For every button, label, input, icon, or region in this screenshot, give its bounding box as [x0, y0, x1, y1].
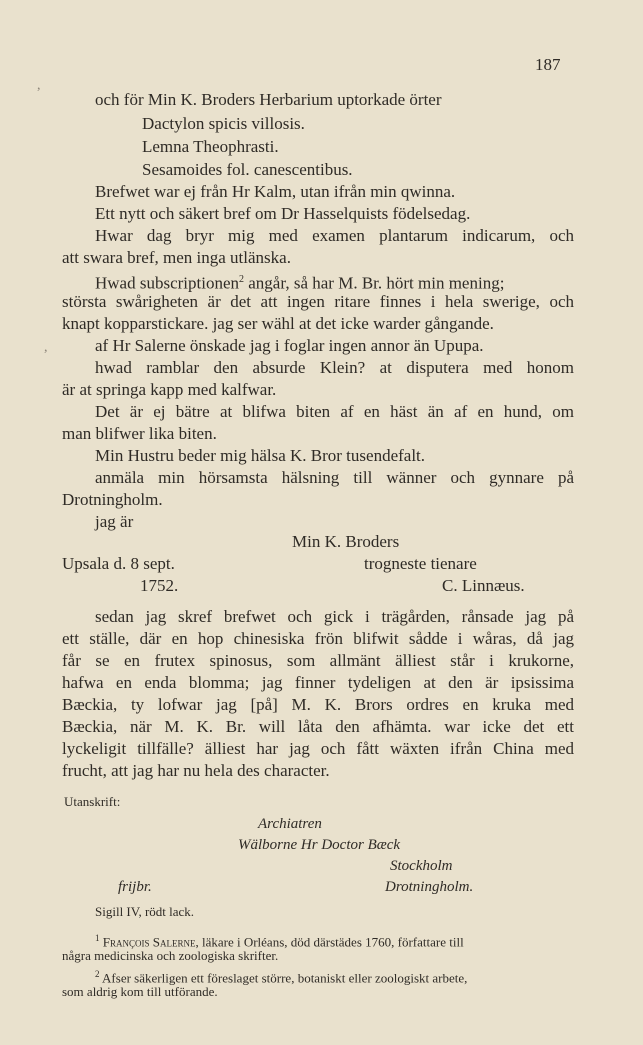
postscript-line: sedan jag skref brefwet och gick i trägården, rånsade jag på	[95, 607, 574, 626]
margin-mark: ,	[37, 78, 41, 93]
address-line: Drotningholm.	[385, 879, 474, 895]
postscript-line: får se en frutex spinosus, som allmänt älliest står i krukorne,	[62, 651, 574, 670]
body-line: Drotningholm.	[62, 490, 163, 509]
body-line: hwad ramblar den absurde Klein? at disputera med honom	[95, 358, 574, 377]
footnote-ref: 2	[239, 274, 245, 285]
body-line: Min Hustru beder mig hälsa K. Bror tusendefalt.	[95, 446, 426, 465]
body-line: man blifwer lika biten.	[62, 424, 217, 443]
body-line: anmäla min hörsamsta hälsning till wänner och gynnare på	[95, 468, 574, 487]
body-line-part: Hwad subscriptionen	[95, 273, 240, 293]
body-line: Ett nytt och säkert bref om Dr Hasselquists födelsedag.	[95, 204, 471, 223]
postscript-line: Bæckia, när M. K. Br. will låta den afhämta. war icke det ett	[62, 717, 574, 736]
body-line: Sesamoides fol. canescentibus.	[142, 160, 353, 179]
closing-servant: trogneste tienare	[364, 554, 477, 573]
footnote-text: läkare i Orléans, död därstädes 1760, författare till	[201, 934, 464, 950]
footnote-text: Afser säkerligen ett föreslaget större, botaniskt eller zoologiskt arbete,	[102, 970, 468, 986]
body-line	[95, 270, 574, 294]
body-line-part: angår, så har M. Br. hört min mening;	[248, 273, 505, 293]
address-label: Utanskrift:	[64, 794, 121, 809]
footnote-marker: 2	[95, 969, 100, 979]
body-line: Brefwet war ej från Hr Kalm, utan ifrån min qwinna.	[95, 182, 456, 201]
body-line: Det är ej bätre at blifwa biten af en häst än af en hund, om	[95, 402, 574, 421]
postscript-line: Bæckia, ty lofwar jag [på] M. K. Brors ordres en kruka med	[62, 695, 574, 714]
closing-jag-ar: jag är	[95, 512, 134, 531]
closing-salutation: Min K. Broders	[292, 532, 400, 551]
footnote-name: François Salerne,	[102, 934, 199, 950]
body-line: Hwar dag bryr mig med examen plantarum indicarum, och	[95, 226, 574, 245]
closing-signature: C. Linnæus.	[442, 576, 525, 595]
address-line: Stockholm	[390, 858, 453, 874]
body-line: att swara bref, men inga utlänska.	[62, 248, 291, 267]
body-line: af Hr Salerne önskade jag i foglar ingen annor än Upupa.	[95, 336, 484, 355]
closing-place-date: Upsala d. 8 sept.	[62, 554, 175, 573]
margin-mark: ,	[44, 340, 48, 355]
body-line: knapt kopparstickare. jag ser wähl at det icke warder gångande.	[62, 314, 494, 333]
footnote-marker: 1	[95, 933, 100, 943]
footnote-1-cont: några medicinska och zoologiska skrifter.	[62, 948, 279, 963]
footnote-2-cont: som aldrig kom till utförande.	[62, 984, 218, 999]
closing-year: 1752.	[140, 576, 179, 595]
body-line: är at springa kapp med kalfwar.	[62, 380, 277, 399]
postscript-line: hafwa en enda blomma; jag finner tydeligen at den är ipsissima	[62, 673, 574, 692]
postscript-line: frucht, att jag har nu hela des character.	[62, 761, 330, 780]
body-line: och för Min K. Broders Herbarium uptorkade örter	[95, 90, 442, 109]
postscript-line: lyckeligit tillfälle? älliest har jag och fått wäxten ifrån China med	[62, 739, 574, 758]
body-line: Lemna Theophrasti.	[142, 137, 279, 156]
address-frijbr: frijbr.	[118, 879, 152, 895]
seal-note: Sigill IV, rödt lack.	[95, 904, 195, 919]
body-line: Dactylon spicis villosis.	[142, 114, 305, 133]
body-line: största swårigheten är det att ingen ritare finnes i hela swerige, och	[62, 292, 574, 311]
page-number: 187	[535, 55, 561, 74]
postscript-line: ett ställe, där en hop chinesiska frön blifwit sådde i wåras, då jag	[62, 629, 574, 648]
address-line: Archiatren	[258, 816, 322, 832]
address-line: Wälborne Hr Doctor Bæck	[238, 837, 401, 853]
